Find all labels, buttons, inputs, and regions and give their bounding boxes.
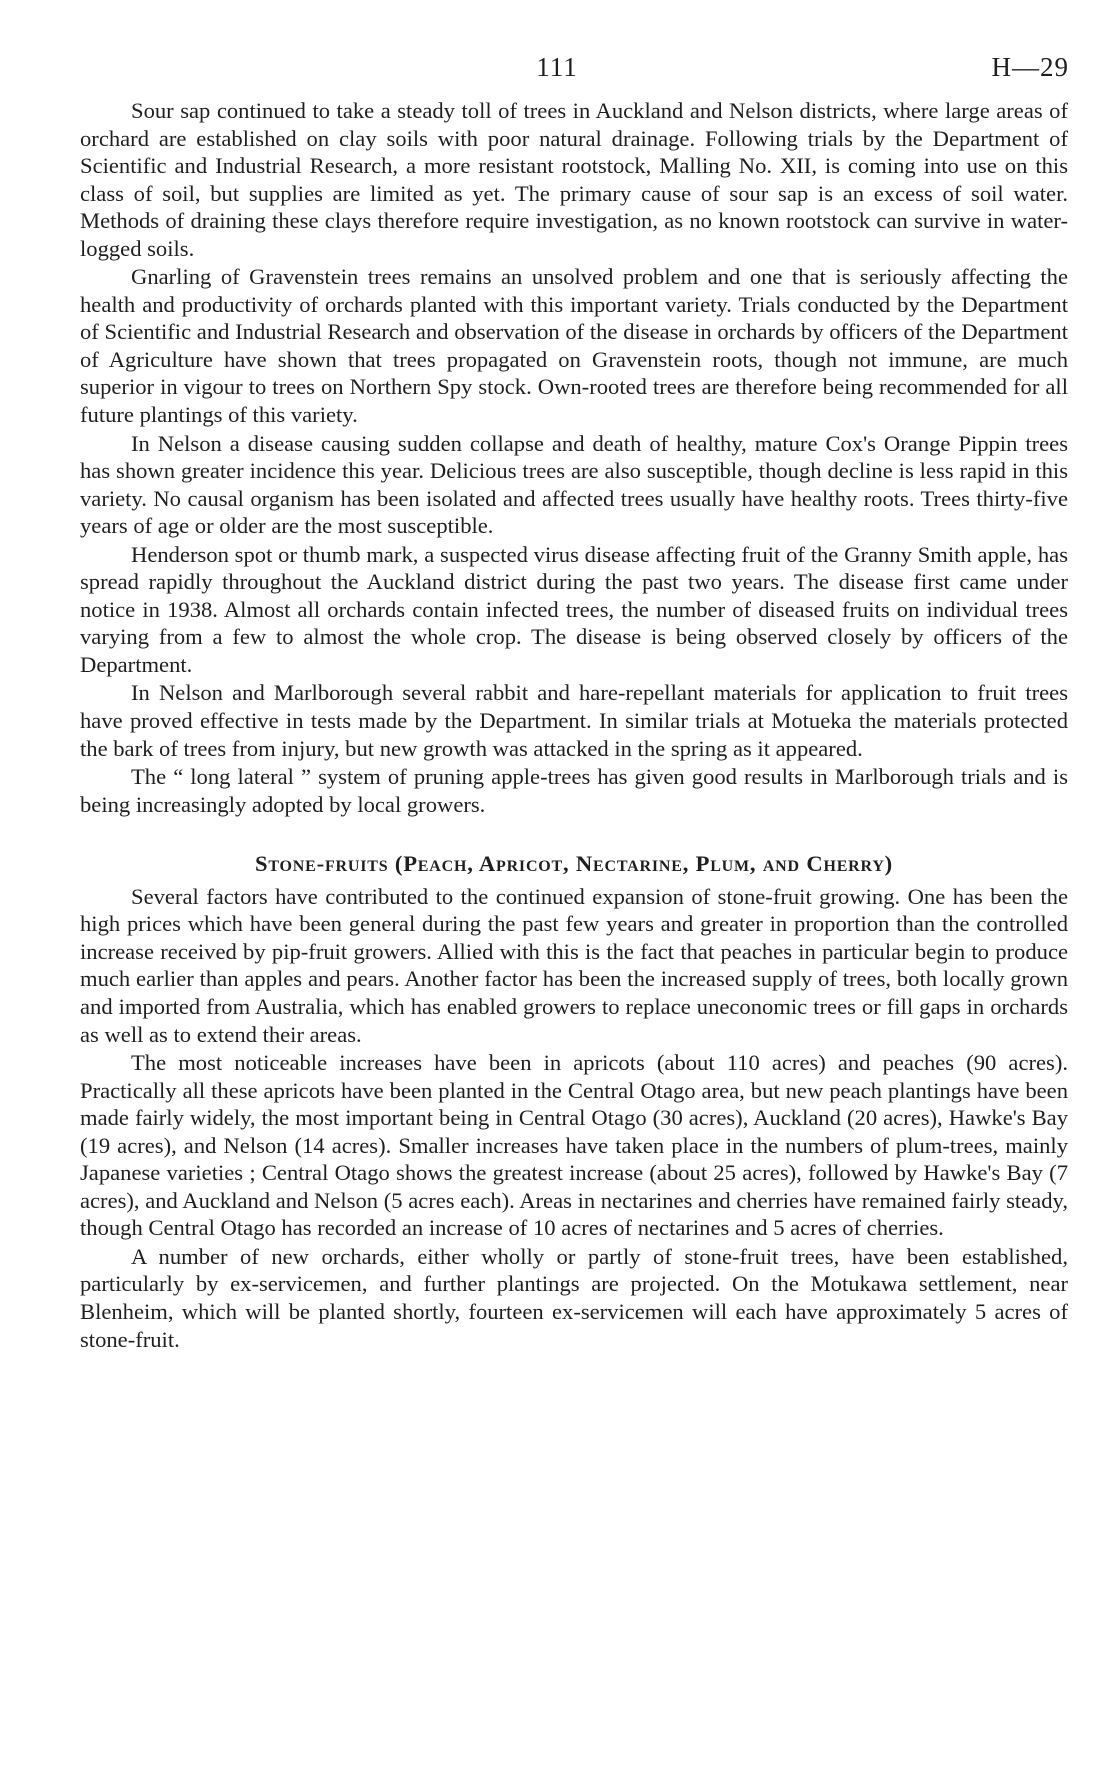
page-header — [0, 52, 1114, 86]
document-code: H—29 — [991, 52, 1069, 82]
paragraph-new-orchards: A number of new orchards, either wholly or partly of stone-fruit trees, have been established, particularly by ex-servicemen, and further plantings are projected. On the Motukawa settlement, near Blenheim, which will be planted shortly, fourteen ex-servicemen will each have approximately 5 acres of stone-fruit. — [80, 1243, 1068, 1352]
paragraph-sour-sap: Sour sap continued to take a steady toll of trees in Auckland and Nelson districts, where large areas of orchard are established on clay soils with poor natural drainage. Following trials by the Department of Scientific and Industrial Research, a more resistant rootstock, Malling No. XII, is coming into use on this class of soil, but supplies are limited as yet. The primary cause of sour sap is an excess of soil water. Methods of draining these clays therefore require investigation, as no known rootstock can survive in water-logged soils. — [80, 98, 1068, 261]
paragraph-rabbit-repellant: In Nelson and Marlborough several rabbit and hare-repellant materials for application to fruit trees have proved effective in tests made by the Department. In similar trials at Motueka the materials protected the bark of trees from injury, but new growth was attacked in the spring as it appeared. — [80, 680, 1068, 761]
paragraph-henderson-spot: Henderson spot or thumb mark, a suspected virus disease affecting fruit of the Granny Smith apple, has spread rapidly throughout the Auckland district during the past two years. The disease first came under notice in 1938. Almost all orchards contain infected trees, the number of diseased fruits on individual trees varying from a few to almost the whole crop. The disease is being observed closely by officers of the Department. — [80, 541, 1068, 677]
paragraph-long-lateral: The “ long lateral ” system of pruning apple-trees has given good results in Marlborough trials and is being increasingly adopted by local growers. — [80, 764, 1068, 817]
page-number: 111 — [536, 52, 578, 82]
paragraph-collapse-disease: In Nelson a disease causing sudden collapse and death of healthy, mature Cox's Orange Pippin trees has shown greater incidence this year. Delicious trees are also susceptible, though decline is less rapid in this variety. No causal organism has been isolated and affected trees usually have healthy roots. Trees thirty-five years of age or older are the most susceptible. — [80, 430, 1068, 539]
section-heading-stone-fruits: Stone-fruits (Peach, Apricot, Nectarine, Plum, and Cherry) — [255, 851, 893, 877]
paragraph-planting-increases: The most noticeable increases have been in apricots (about 110 acres) and peaches (90 acres). Practically all these apricots have been planted in the Central Otago area, but new peach plantings have been made fairly widely, the most important being in Central Otago (30 acres), Auckland (20 acres), Hawke's Bay (19 acres), and Nelson (14 acres). Smaller increases have taken place in the numbers of plum-trees, mainly Japanese varieties ; Central Otago shows the greatest increase (about 25 acres), followed by Hawke's Bay (7 acres), and Auckland and Nelson (5 acres each). Areas in nectarines and cherries have remained fairly steady, though Central Otago has recorded an increase of 10 acres of nectarines and 5 acres of cherries. — [80, 1050, 1068, 1241]
body-text — [80, 97, 1068, 1354]
paragraph-gnarling: Gnarling of Gravenstein trees remains an unsolved problem and one that is seriously affecting the health and productivity of orchards planted with this important variety. Trials conducted by the Department of Scientific and Industrial Research and observation of the disease in orchards by officers of the Department of Agriculture have shown that trees propagated on Gravenstein roots, though not immune, are much superior in vigour to trees on Northern Spy stock. Own-rooted trees are therefore being recommended for all future plantings of this variety. — [80, 264, 1068, 428]
paragraph-stone-fruit-expansion: Several factors have contributed to the continued expansion of stone-fruit growing. One has been the high prices which have been general during the past few years and greater in proportion than the controlled increase received by pip-fruit growers. Allied with this is the fact that peaches in particular begin to produce much earlier than apples and pears. Another factor has been the increased supply of trees, both locally grown and imported from Australia, which has enabled growers to replace uneconomic trees or fill gaps in orchards as well as to extend their areas. — [80, 883, 1068, 1047]
